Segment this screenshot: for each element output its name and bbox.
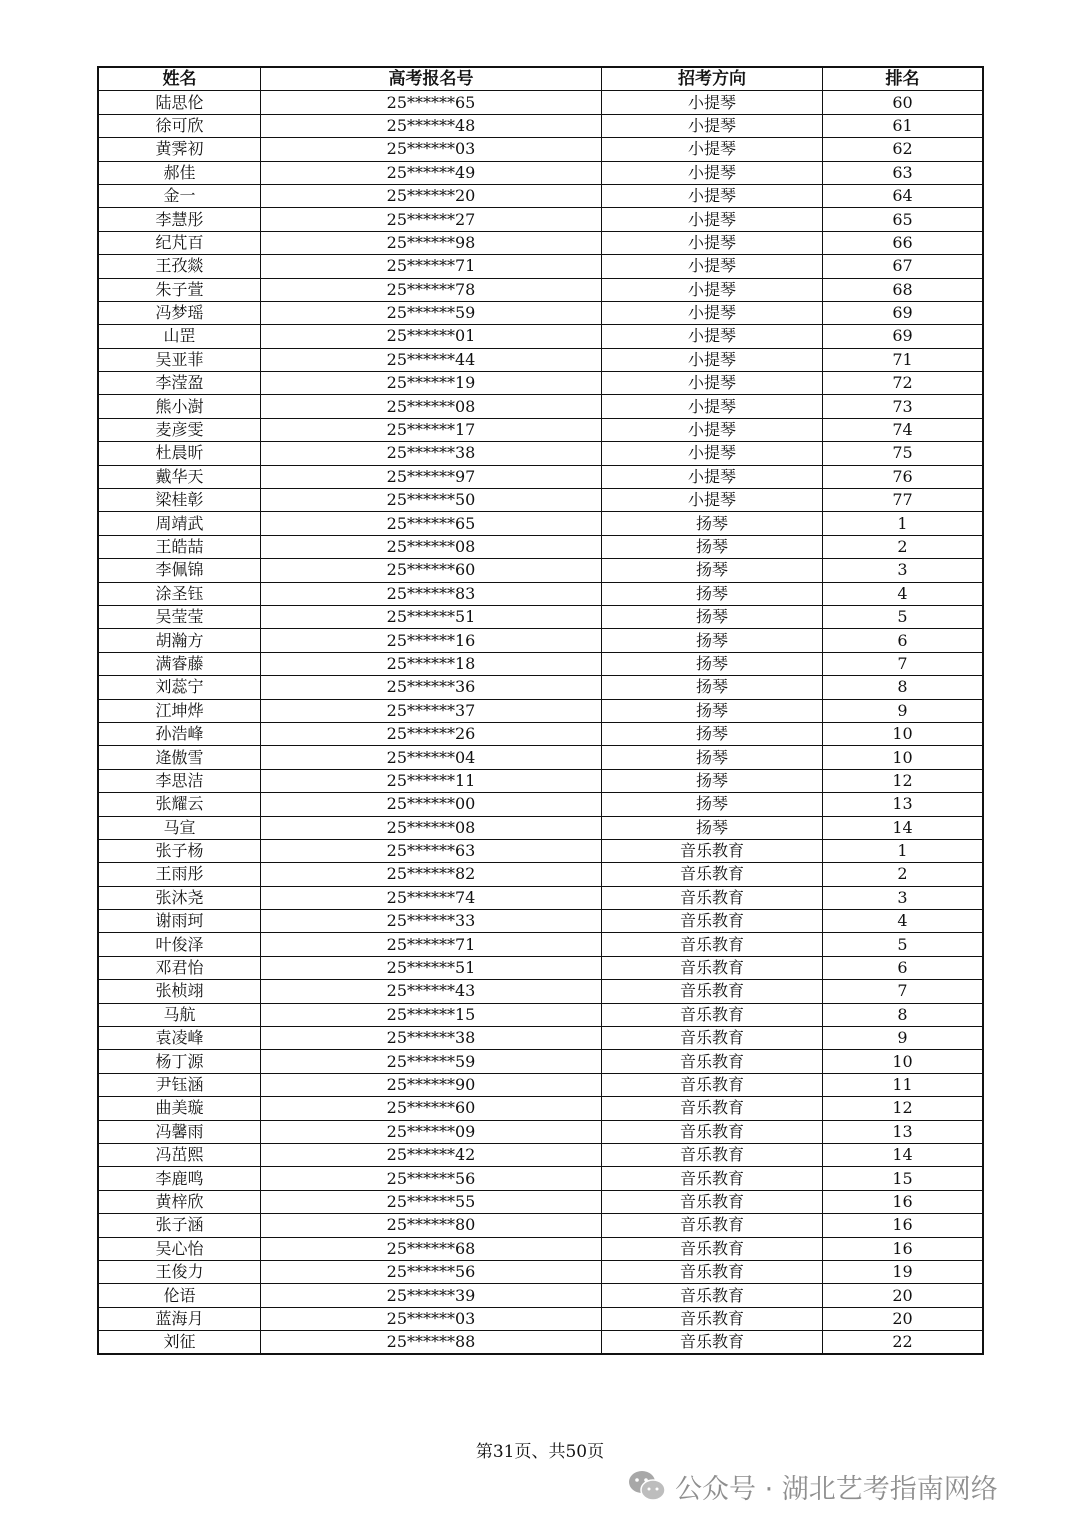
cell-rank: 75 xyxy=(823,442,984,465)
cell-rank: 77 xyxy=(823,489,984,512)
cell-registration-number: 25******55 xyxy=(261,1190,602,1213)
cell-rank: 7 xyxy=(823,652,984,675)
cell-direction: 音乐教育 xyxy=(602,980,823,1003)
cell-name: 戴华天 xyxy=(98,465,261,488)
table-row xyxy=(98,1307,983,1330)
cell-direction: 音乐教育 xyxy=(602,839,823,862)
cell-registration-number: 25******48 xyxy=(261,114,602,137)
table-row xyxy=(98,348,983,371)
cell-registration-number: 25******15 xyxy=(261,1003,602,1026)
table-row xyxy=(98,91,983,114)
cell-registration-number: 25******16 xyxy=(261,629,602,652)
cell-rank: 1 xyxy=(823,512,984,535)
table-row xyxy=(98,255,983,278)
cell-name: 梁桂彰 xyxy=(98,489,261,512)
table-row xyxy=(98,746,983,769)
cell-registration-number: 25******01 xyxy=(261,325,602,348)
cell-direction: 小提琴 xyxy=(602,348,823,371)
cell-registration-number: 25******20 xyxy=(261,184,602,207)
watermark-text: 公众号 · 湖北艺考指南网络 xyxy=(675,1473,998,1505)
cell-direction: 扬琴 xyxy=(602,769,823,792)
cell-direction: 小提琴 xyxy=(602,184,823,207)
cell-name: 金一 xyxy=(98,184,261,207)
cell-rank: 4 xyxy=(823,582,984,605)
table-row xyxy=(98,184,983,207)
cell-name: 伦语 xyxy=(98,1284,261,1307)
cell-direction: 小提琴 xyxy=(602,208,823,231)
cell-registration-number: 25******59 xyxy=(261,1050,602,1073)
cell-name: 吴莹莹 xyxy=(98,605,261,628)
cell-name: 张子杨 xyxy=(98,839,261,862)
cell-name: 王孜燚 xyxy=(98,255,261,278)
cell-name: 周靖武 xyxy=(98,512,261,535)
cell-direction: 音乐教育 xyxy=(602,1331,823,1355)
table-row xyxy=(98,418,983,441)
cell-rank: 65 xyxy=(823,208,984,231)
cell-registration-number: 25******68 xyxy=(261,1237,602,1260)
cell-registration-number: 25******43 xyxy=(261,980,602,1003)
cell-rank: 10 xyxy=(823,1050,984,1073)
cell-registration-number: 25******08 xyxy=(261,535,602,558)
table-row xyxy=(98,582,983,605)
cell-registration-number: 25******49 xyxy=(261,161,602,184)
cell-name: 冯馨雨 xyxy=(98,1120,261,1143)
table-row xyxy=(98,1120,983,1143)
cell-rank: 66 xyxy=(823,231,984,254)
cell-direction: 扬琴 xyxy=(602,605,823,628)
cell-name: 黄梓欣 xyxy=(98,1190,261,1213)
cell-name: 刘蕊宁 xyxy=(98,676,261,699)
table-row xyxy=(98,933,983,956)
cell-direction: 小提琴 xyxy=(602,395,823,418)
table-row xyxy=(98,910,983,933)
cell-registration-number: 25******19 xyxy=(261,372,602,395)
cell-rank: 3 xyxy=(823,886,984,909)
cell-name: 杨丁源 xyxy=(98,1050,261,1073)
cell-registration-number: 25******09 xyxy=(261,1120,602,1143)
cell-name: 张桢翊 xyxy=(98,980,261,1003)
cell-name: 谢雨珂 xyxy=(98,910,261,933)
header-name: 姓名 xyxy=(98,67,261,91)
cell-direction: 音乐教育 xyxy=(602,863,823,886)
table-row xyxy=(98,722,983,745)
cell-rank: 10 xyxy=(823,746,984,769)
cell-name: 杜晨昕 xyxy=(98,442,261,465)
cell-registration-number: 25******65 xyxy=(261,512,602,535)
table-row xyxy=(98,114,983,137)
table-row xyxy=(98,676,983,699)
table-row xyxy=(98,512,983,535)
cell-name: 冯梦瑶 xyxy=(98,301,261,324)
cell-rank: 22 xyxy=(823,1331,984,1355)
cell-direction: 扬琴 xyxy=(602,676,823,699)
table-row xyxy=(98,839,983,862)
cell-registration-number: 25******51 xyxy=(261,605,602,628)
cell-registration-number: 25******38 xyxy=(261,442,602,465)
cell-name: 郝佳 xyxy=(98,161,261,184)
cell-rank: 4 xyxy=(823,910,984,933)
cell-name: 纪芃百 xyxy=(98,231,261,254)
cell-rank: 12 xyxy=(823,1097,984,1120)
cell-registration-number: 25******18 xyxy=(261,652,602,675)
cell-registration-number: 25******00 xyxy=(261,793,602,816)
cell-direction: 扬琴 xyxy=(602,793,823,816)
table-row xyxy=(98,605,983,628)
cell-name: 麦彦雯 xyxy=(98,418,261,441)
cell-rank: 9 xyxy=(823,1027,984,1050)
cell-rank: 76 xyxy=(823,465,984,488)
cell-direction: 小提琴 xyxy=(602,372,823,395)
cell-registration-number: 25******08 xyxy=(261,395,602,418)
table-row xyxy=(98,442,983,465)
cell-rank: 2 xyxy=(823,535,984,558)
cell-name: 刘征 xyxy=(98,1331,261,1355)
results-table xyxy=(97,66,984,1355)
header-registration-number: 高考报名号 xyxy=(261,67,602,91)
cell-rank: 69 xyxy=(823,325,984,348)
cell-name: 吴心怡 xyxy=(98,1237,261,1260)
cell-name: 山罡 xyxy=(98,325,261,348)
table-row xyxy=(98,769,983,792)
cell-direction: 扬琴 xyxy=(602,722,823,745)
cell-registration-number: 25******56 xyxy=(261,1167,602,1190)
cell-direction: 小提琴 xyxy=(602,301,823,324)
table-row xyxy=(98,465,983,488)
cell-registration-number: 25******42 xyxy=(261,1143,602,1166)
cell-name: 尹钰涵 xyxy=(98,1073,261,1096)
header-direction: 招考方向 xyxy=(602,67,823,91)
table-row xyxy=(98,886,983,909)
cell-registration-number: 25******60 xyxy=(261,559,602,582)
cell-name: 徐可欣 xyxy=(98,114,261,137)
table-row xyxy=(98,138,983,161)
cell-rank: 72 xyxy=(823,372,984,395)
table-row xyxy=(98,652,983,675)
table-row xyxy=(98,1073,983,1096)
cell-rank: 73 xyxy=(823,395,984,418)
cell-name: 满睿藤 xyxy=(98,652,261,675)
cell-name: 马航 xyxy=(98,1003,261,1026)
cell-name: 曲美璇 xyxy=(98,1097,261,1120)
cell-registration-number: 25******51 xyxy=(261,956,602,979)
cell-name: 王皓喆 xyxy=(98,535,261,558)
table-row xyxy=(98,816,983,839)
cell-rank: 6 xyxy=(823,629,984,652)
cell-direction: 扬琴 xyxy=(602,816,823,839)
cell-registration-number: 25******60 xyxy=(261,1097,602,1120)
table-body xyxy=(98,91,983,1355)
cell-name: 邓君怡 xyxy=(98,956,261,979)
cell-registration-number: 25******26 xyxy=(261,722,602,745)
cell-rank: 5 xyxy=(823,605,984,628)
cell-direction: 音乐教育 xyxy=(602,1284,823,1307)
cell-registration-number: 25******08 xyxy=(261,816,602,839)
table-row xyxy=(98,1167,983,1190)
cell-direction: 音乐教育 xyxy=(602,933,823,956)
cell-registration-number: 25******83 xyxy=(261,582,602,605)
cell-name: 张耀云 xyxy=(98,793,261,816)
table-row xyxy=(98,208,983,231)
cell-rank: 3 xyxy=(823,559,984,582)
table-row xyxy=(98,980,983,1003)
header-rank: 排名 xyxy=(823,67,984,91)
cell-rank: 68 xyxy=(823,278,984,301)
cell-rank: 16 xyxy=(823,1214,984,1237)
cell-name: 李思洁 xyxy=(98,769,261,792)
cell-rank: 16 xyxy=(823,1237,984,1260)
cell-name: 蓝海月 xyxy=(98,1307,261,1330)
page-number: 第31页、共50页 xyxy=(475,1442,605,1462)
cell-registration-number: 25******88 xyxy=(261,1331,602,1355)
cell-name: 王雨彤 xyxy=(98,863,261,886)
cell-rank: 6 xyxy=(823,956,984,979)
table-row xyxy=(98,1097,983,1120)
table-row xyxy=(98,489,983,512)
cell-rank: 69 xyxy=(823,301,984,324)
cell-rank: 13 xyxy=(823,1120,984,1143)
cell-registration-number: 25******44 xyxy=(261,348,602,371)
cell-name: 李滢盈 xyxy=(98,372,261,395)
cell-registration-number: 25******78 xyxy=(261,278,602,301)
cell-rank: 8 xyxy=(823,1003,984,1026)
cell-registration-number: 25******56 xyxy=(261,1260,602,1283)
cell-rank: 14 xyxy=(823,1143,984,1166)
cell-registration-number: 25******37 xyxy=(261,699,602,722)
table-row xyxy=(98,395,983,418)
cell-direction: 小提琴 xyxy=(602,489,823,512)
cell-direction: 音乐教育 xyxy=(602,1237,823,1260)
table-header-row xyxy=(98,67,983,91)
cell-registration-number: 25******03 xyxy=(261,1307,602,1330)
cell-registration-number: 25******90 xyxy=(261,1073,602,1096)
cell-registration-number: 25******71 xyxy=(261,255,602,278)
cell-registration-number: 25******17 xyxy=(261,418,602,441)
cell-rank: 60 xyxy=(823,91,984,114)
cell-direction: 音乐教育 xyxy=(602,886,823,909)
cell-rank: 8 xyxy=(823,676,984,699)
cell-rank: 74 xyxy=(823,418,984,441)
cell-name: 冯茁熙 xyxy=(98,1143,261,1166)
table-row xyxy=(98,699,983,722)
cell-rank: 20 xyxy=(823,1284,984,1307)
cell-rank: 1 xyxy=(823,839,984,862)
table-row xyxy=(98,1214,983,1237)
watermark xyxy=(627,1466,998,1506)
cell-registration-number: 25******71 xyxy=(261,933,602,956)
cell-direction: 扬琴 xyxy=(602,582,823,605)
table-row xyxy=(98,372,983,395)
cell-direction: 扬琴 xyxy=(602,652,823,675)
cell-name: 江坤烨 xyxy=(98,699,261,722)
cell-name: 叶俊泽 xyxy=(98,933,261,956)
cell-direction: 音乐教育 xyxy=(602,1260,823,1283)
table-row xyxy=(98,535,983,558)
cell-name: 李慧彤 xyxy=(98,208,261,231)
cell-name: 孙浩峰 xyxy=(98,722,261,745)
cell-direction: 小提琴 xyxy=(602,231,823,254)
table-row xyxy=(98,1003,983,1026)
cell-rank: 61 xyxy=(823,114,984,137)
table-row xyxy=(98,793,983,816)
cell-name: 王俊力 xyxy=(98,1260,261,1283)
cell-direction: 音乐教育 xyxy=(602,1003,823,1026)
table-row xyxy=(98,1284,983,1307)
cell-rank: 2 xyxy=(823,863,984,886)
cell-rank: 5 xyxy=(823,933,984,956)
cell-rank: 16 xyxy=(823,1190,984,1213)
table-row xyxy=(98,1027,983,1050)
cell-registration-number: 25******33 xyxy=(261,910,602,933)
table-row xyxy=(98,325,983,348)
cell-registration-number: 25******50 xyxy=(261,489,602,512)
table-row xyxy=(98,1190,983,1213)
cell-direction: 音乐教育 xyxy=(602,1050,823,1073)
cell-direction: 小提琴 xyxy=(602,255,823,278)
cell-rank: 71 xyxy=(823,348,984,371)
cell-name: 袁凌峰 xyxy=(98,1027,261,1050)
cell-registration-number: 25******59 xyxy=(261,301,602,324)
cell-direction: 音乐教育 xyxy=(602,956,823,979)
table-row xyxy=(98,863,983,886)
cell-registration-number: 25******04 xyxy=(261,746,602,769)
cell-name: 吴亚菲 xyxy=(98,348,261,371)
cell-rank: 12 xyxy=(823,769,984,792)
cell-registration-number: 25******27 xyxy=(261,208,602,231)
cell-rank: 63 xyxy=(823,161,984,184)
table-row xyxy=(98,629,983,652)
cell-direction: 扬琴 xyxy=(602,746,823,769)
cell-name: 马宣 xyxy=(98,816,261,839)
cell-rank: 20 xyxy=(823,1307,984,1330)
cell-direction: 小提琴 xyxy=(602,325,823,348)
cell-name: 逄傲雪 xyxy=(98,746,261,769)
cell-direction: 音乐教育 xyxy=(602,1120,823,1143)
cell-name: 李佩锦 xyxy=(98,559,261,582)
cell-rank: 14 xyxy=(823,816,984,839)
cell-direction: 小提琴 xyxy=(602,91,823,114)
cell-direction: 扬琴 xyxy=(602,559,823,582)
cell-registration-number: 25******39 xyxy=(261,1284,602,1307)
cell-direction: 音乐教育 xyxy=(602,1190,823,1213)
cell-direction: 扬琴 xyxy=(602,512,823,535)
cell-registration-number: 25******74 xyxy=(261,886,602,909)
cell-registration-number: 25******63 xyxy=(261,839,602,862)
cell-registration-number: 25******38 xyxy=(261,1027,602,1050)
cell-registration-number: 25******98 xyxy=(261,231,602,254)
cell-direction: 小提琴 xyxy=(602,138,823,161)
cell-rank: 67 xyxy=(823,255,984,278)
cell-direction: 音乐教育 xyxy=(602,1307,823,1330)
cell-name: 黄霁初 xyxy=(98,138,261,161)
cell-direction: 小提琴 xyxy=(602,442,823,465)
table-row xyxy=(98,1237,983,1260)
cell-direction: 音乐教育 xyxy=(602,910,823,933)
cell-rank: 7 xyxy=(823,980,984,1003)
cell-direction: 扬琴 xyxy=(602,535,823,558)
cell-direction: 小提琴 xyxy=(602,278,823,301)
table-row xyxy=(98,559,983,582)
table-row xyxy=(98,1050,983,1073)
cell-rank: 64 xyxy=(823,184,984,207)
cell-registration-number: 25******80 xyxy=(261,1214,602,1237)
cell-name: 熊小澍 xyxy=(98,395,261,418)
cell-name: 张沐尧 xyxy=(98,886,261,909)
table-row xyxy=(98,1260,983,1283)
cell-direction: 小提琴 xyxy=(602,465,823,488)
cell-direction: 音乐教育 xyxy=(602,1143,823,1166)
table-row xyxy=(98,161,983,184)
table-row xyxy=(98,278,983,301)
cell-rank: 11 xyxy=(823,1073,984,1096)
cell-rank: 10 xyxy=(823,722,984,745)
table-row xyxy=(98,1143,983,1166)
cell-registration-number: 25******03 xyxy=(261,138,602,161)
table-row xyxy=(98,1331,983,1355)
cell-direction: 音乐教育 xyxy=(602,1167,823,1190)
cell-registration-number: 25******11 xyxy=(261,769,602,792)
cell-rank: 13 xyxy=(823,793,984,816)
cell-direction: 小提琴 xyxy=(602,161,823,184)
cell-name: 胡瀚方 xyxy=(98,629,261,652)
table-row xyxy=(98,956,983,979)
cell-rank: 19 xyxy=(823,1260,984,1283)
cell-direction: 音乐教育 xyxy=(602,1214,823,1237)
cell-direction: 扬琴 xyxy=(602,699,823,722)
cell-direction: 小提琴 xyxy=(602,114,823,137)
cell-registration-number: 25******82 xyxy=(261,863,602,886)
cell-rank: 9 xyxy=(823,699,984,722)
table-row xyxy=(98,231,983,254)
cell-registration-number: 25******65 xyxy=(261,91,602,114)
cell-name: 张子涵 xyxy=(98,1214,261,1237)
cell-registration-number: 25******36 xyxy=(261,676,602,699)
cell-direction: 音乐教育 xyxy=(602,1073,823,1096)
cell-direction: 小提琴 xyxy=(602,418,823,441)
cell-name: 陆思伦 xyxy=(98,91,261,114)
cell-direction: 扬琴 xyxy=(602,629,823,652)
cell-rank: 15 xyxy=(823,1167,984,1190)
cell-name: 涂圣钰 xyxy=(98,582,261,605)
wechat-icon xyxy=(627,1469,667,1503)
cell-direction: 音乐教育 xyxy=(602,1097,823,1120)
table-row xyxy=(98,301,983,324)
cell-registration-number: 25******97 xyxy=(261,465,602,488)
cell-name: 朱子萱 xyxy=(98,278,261,301)
cell-direction: 音乐教育 xyxy=(602,1027,823,1050)
cell-rank: 62 xyxy=(823,138,984,161)
cell-name: 李鹿鸣 xyxy=(98,1167,261,1190)
